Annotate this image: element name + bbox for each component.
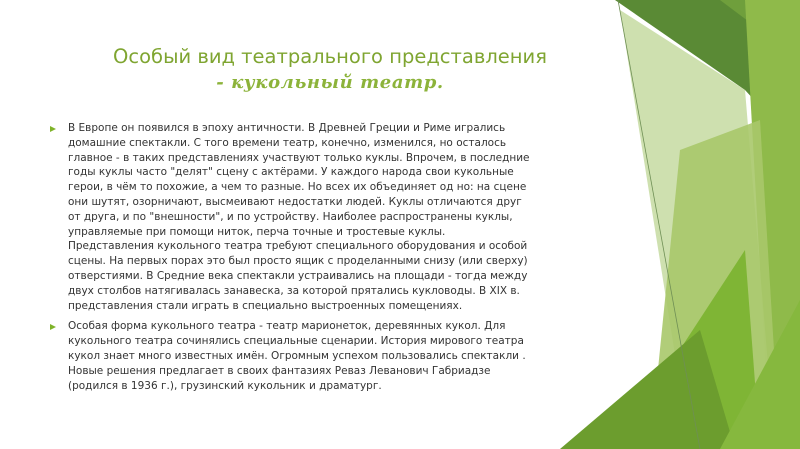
title-subtitle-line: - кукольный театр.	[216, 72, 444, 93]
text-line: главное - в таких представлениях участвуют только куклы. Впрочем, в последние	[68, 151, 530, 164]
text-line: Новые решения предлагает в своих фантазиях Реваз Леванович Габриадзе	[68, 364, 491, 377]
text-line: (родился в 1936 г.), грузинский кукольник и драматург.	[68, 379, 382, 392]
bullet-item	[48, 319, 608, 393]
text-line: Особая форма кукольного театра - театр марионеток, деревянных кукол. Для	[68, 320, 506, 333]
text-line: В Европе он появился в эпоху античности. В Древней Греции и Риме игрались	[68, 122, 506, 134]
bullet-list	[48, 121, 608, 393]
triangle-right-icon	[50, 126, 56, 132]
text-line: отверстиями. В Средние века спектакли устраивались на площади - тогда между	[68, 269, 528, 282]
text-line: кукол знает много известных имён. Огромным успехом пользовались спектакли .	[68, 349, 526, 362]
text-line: от друга, и по "внешности", и по устройству. Наиболее распространены куклы,	[68, 210, 513, 223]
text-line: представления стали играть в специально выстроенных помещениях.	[68, 299, 463, 312]
text-line: кукольного театра сочинялись специальные сценарии. История мирового театра	[68, 335, 524, 348]
bullet-paragraph	[68, 319, 608, 393]
slide-title	[40, 44, 620, 96]
bullet-item	[48, 121, 608, 313]
text-line: домашние спектакли. С того времени театр, конечно, изменился, но осталось	[68, 136, 507, 149]
text-line: двух столбов натягивалась занавеска, за которой прятались кукловоды. В XIX в.	[68, 284, 520, 297]
triangle-right-icon	[50, 324, 56, 330]
text-line: они шутят, озорничают, высмеивают недостатки людей. Куклы отличаются друг	[68, 195, 522, 208]
bullet-paragraph	[68, 121, 608, 313]
text-line: Представления кукольного театра требуют специального оборудования и особой	[68, 240, 528, 253]
text-line: сцены. На первых порах это был просто ящик с проделанными снизу (или сверху)	[68, 255, 528, 268]
text-line: годы куклы часто "делят" сцену с актёрами. У каждого народа свои кукольные	[68, 166, 514, 179]
text-line: управляемые при помощи ниток, перча точные и тростевые куклы.	[68, 225, 446, 238]
text-line: герои, в чём то похожие, а чем то разные. Но всех их объединяет од но: на сцене	[68, 181, 527, 194]
title-main-line: Особый вид театрального представления	[113, 45, 547, 68]
